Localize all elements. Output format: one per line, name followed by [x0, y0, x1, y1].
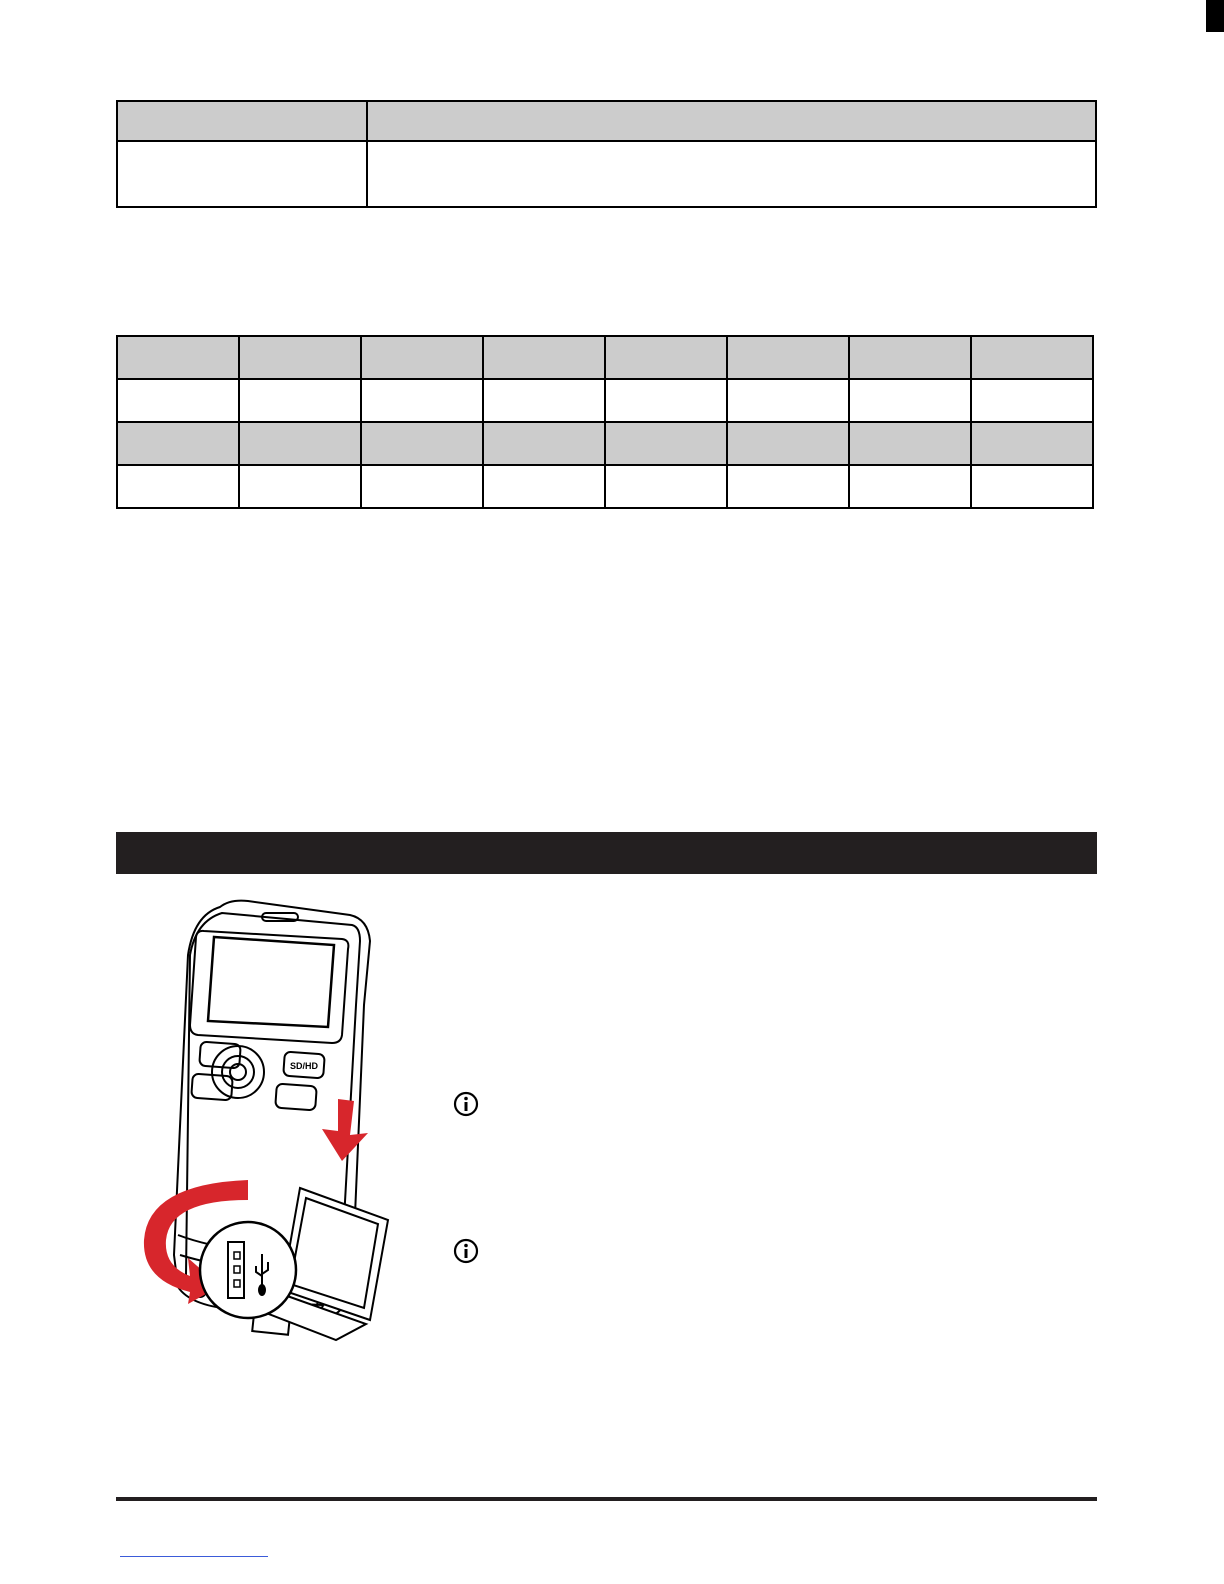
table-row: [117, 465, 1093, 508]
usb-port: [228, 1242, 244, 1298]
footer-rule: [116, 1497, 1097, 1501]
table-cell: [849, 465, 971, 508]
table-cell: [117, 379, 239, 422]
table-header-cell: [849, 336, 971, 379]
table-cell: [605, 465, 727, 508]
sd-hd-button-label: SD/HD: [290, 1061, 319, 1071]
table-cell: [239, 465, 361, 508]
section-header-bar: [116, 832, 1097, 874]
footer-link-underline[interactable]: [120, 1556, 268, 1557]
table-header-cell: [727, 336, 849, 379]
table-cell: [483, 465, 605, 508]
table-cell: [849, 379, 971, 422]
spec-table: [116, 335, 1094, 509]
info-icon: [452, 1090, 480, 1118]
info-icon: [452, 1237, 480, 1265]
table-cell: [605, 379, 727, 422]
computer-connection-illustration: [130, 1180, 400, 1345]
table-header-cell: [361, 336, 483, 379]
table-header-cell: [239, 336, 361, 379]
table-header-row: [117, 101, 1096, 141]
table-header-cell: [605, 422, 727, 465]
table-cell: [727, 465, 849, 508]
table-cell: [361, 379, 483, 422]
table-row: [117, 141, 1096, 207]
table-header-cell: [483, 336, 605, 379]
table-cell: [117, 465, 239, 508]
table-header-cell: [117, 422, 239, 465]
table-cell: [483, 379, 605, 422]
table-header-cell: [605, 336, 727, 379]
page-edge-marker: [1206, 0, 1224, 32]
table-cell: [367, 141, 1096, 207]
table-header-cell: [361, 422, 483, 465]
table-row: [117, 379, 1093, 422]
table-cell: [971, 465, 1093, 508]
table-header-cell: [727, 422, 849, 465]
table-cell: [117, 141, 367, 207]
usb-port-zoom: [200, 1222, 296, 1318]
table-header-row: [117, 336, 1093, 379]
table-header-cell: [117, 101, 367, 141]
table-cell: [727, 379, 849, 422]
table-header-cell: [367, 101, 1096, 141]
table-header-cell: [483, 422, 605, 465]
table-header-cell: [849, 422, 971, 465]
table-header-cell: [239, 422, 361, 465]
definition-table: [116, 100, 1097, 208]
table-cell: [971, 379, 1093, 422]
table-header-cell: [971, 422, 1093, 465]
table-header-cell: [117, 336, 239, 379]
table-cell: [361, 465, 483, 508]
table-cell: [239, 379, 361, 422]
table-header-cell: [971, 336, 1093, 379]
table-header-row: [117, 422, 1093, 465]
